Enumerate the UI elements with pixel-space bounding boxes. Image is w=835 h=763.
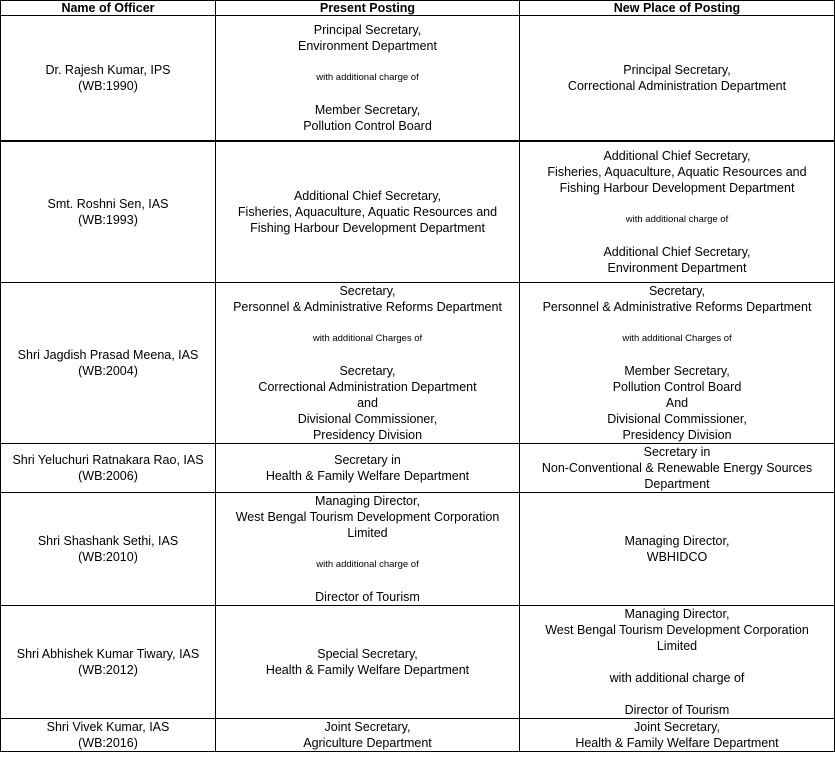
present-posting-cell [216,606,520,719]
posting-line: Additional Chief Secretary, [603,245,751,259]
officer-name: Dr. Rajesh Kumar, IPS [45,63,171,77]
posting-line: Joint Secretary, [634,720,720,734]
posting-line: Fishing Harbour Development Department [250,221,485,235]
officer-name: Smt. Roshni Sen, IAS [47,197,169,211]
posting-line: Limited [347,526,388,540]
posting-line: Health & Family Welfare Department [265,663,470,677]
posting-line: Department [644,477,710,491]
posting-line: Correctional Administration Department [567,79,787,93]
posting-line: Special Secretary, [317,647,418,661]
posting-line: Limited [656,639,698,653]
spacer [522,228,832,244]
posting-line: Environment Department [298,39,437,53]
posting-line: Joint Secretary, [324,720,411,734]
header-present-posting: Present Posting [216,1,520,16]
officer-name-cell [1,141,216,283]
posting-line: Additional Chief Secretary, [603,149,751,163]
header-name-of-officer: Name of Officer [1,1,216,16]
officer-name-cell [1,493,216,606]
posting-line: Agriculture Department [303,736,432,750]
posting-line: Secretary in [334,453,401,467]
header-new-place-of-posting: New Place of Posting [520,1,835,16]
header-row [1,1,835,16]
spacer [218,347,517,363]
officer-batch: (WB:2012) [78,663,138,677]
spacer [218,315,517,331]
present-posting-cell [216,444,520,493]
posting-line: Non-Conventional & Renewable Energy Sources [541,461,813,475]
officer-name-cell [1,16,216,142]
new-posting-cell [520,719,835,752]
spacer [522,347,832,363]
table-row [1,493,835,606]
posting-line: Secretary in [643,445,711,459]
posting-line: Environment Department [607,261,747,275]
posting-line: Managing Director, [315,494,420,508]
officer-name-cell [1,719,216,752]
officer-batch: (WB:2010) [78,550,138,564]
new-posting-cell [520,606,835,719]
table-row [1,719,835,752]
posting-line: Fisheries, Aquaculture, Aquatic Resources and [547,165,807,179]
posting-line: Health & Family Welfare Department [575,736,779,750]
new-posting-cell [520,141,835,283]
spacer [218,54,517,70]
posting-line: Managing Director, [624,534,730,548]
table-row [1,444,835,493]
spacer [522,654,832,670]
posting-line: Divisional Commissioner, [607,412,747,426]
present-posting-cell [216,16,520,142]
spacer [522,686,832,702]
posting-line: and [357,396,378,410]
additional-charge-note: with additional Charges of [312,333,423,344]
additional-charge-note: with additional Charges of [622,333,732,344]
posting-line: Correctional Administration Department [258,380,477,394]
new-posting-cell [520,16,835,142]
officer-name: Shri Vivek Kumar, IAS [46,720,170,734]
posting-line: Member Secretary, [624,364,730,378]
posting-line: Pollution Control Board [303,119,432,133]
officer-batch: (WB:2016) [78,736,138,750]
posting-line: West Bengal Tourism Development Corporation [545,623,809,637]
officer-name-cell [1,283,216,444]
additional-charge-note: with additional charge of [625,214,729,225]
posting-line: WBHIDCO [646,550,708,564]
table-row [1,141,835,283]
table-row [1,606,835,719]
spacer [522,196,832,212]
spacer [218,541,517,557]
posting-line: Divisional Commissioner, [297,412,438,426]
officer-name: Shri Yeluchuri Ratnakara Rao, IAS [12,453,204,467]
posting-line: Personnel & Administrative Reforms Department [233,300,502,314]
new-posting-cell [520,444,835,493]
posting-line: with additional charge of [609,671,745,685]
officer-name-cell [1,444,216,493]
present-posting-cell [216,283,520,444]
posting-line: Presidency Division [312,428,423,442]
officer-name-cell [1,606,216,719]
posting-line: Secretary, [339,284,396,298]
posting-line: Member Secretary, [314,103,421,117]
table-row [1,16,835,142]
additional-charge-note: with additional charge of [316,559,419,570]
posting-line: Personnel & Administrative Reforms Department [542,300,812,314]
posting-line: Fisheries, Aquaculture, Aquatic Resources and [237,205,498,219]
posting-line: Principal Secretary, [623,63,731,77]
officer-batch: (WB:1990) [78,79,138,93]
present-posting-cell [216,719,520,752]
spacer [218,86,517,102]
officer-batch: (WB:1993) [78,213,138,227]
posting-line: Pollution Control Board [612,380,742,394]
posting-line: Health & Family Welfare Department [265,469,470,483]
present-posting-cell [216,493,520,606]
spacer [218,573,517,589]
present-posting-cell [216,141,520,283]
posting-line: West Bengal Tourism Development Corporation [235,510,500,524]
posting-line: Fishing Harbour Development Department [559,181,795,195]
posting-line: Director of Tourism [624,703,730,717]
officer-name: Shri Abhishek Kumar Tiwary, IAS [16,647,200,661]
posting-line: Principal Secretary, [313,23,422,37]
posting-line: Secretary, [339,364,396,378]
posting-line: Secretary, [648,284,706,298]
posting-line: Director of Tourism [315,590,420,604]
spacer [522,315,832,331]
officer-batch: (WB:2006) [78,469,138,483]
new-posting-cell [520,283,835,444]
posting-line: And [665,396,689,410]
officer-name: Shri Jagdish Prasad Meena, IAS [17,348,199,362]
posting-line: Additional Chief Secretary, [293,189,442,203]
new-posting-cell [520,493,835,606]
table-row [1,283,835,444]
officer-batch: (WB:2004) [78,364,138,378]
officer-name: Shri Shashank Sethi, IAS [37,534,179,548]
posting-line: Presidency Division [622,428,732,442]
additional-charge-note: with additional charge of [316,72,419,83]
posting-line: Managing Director, [624,607,730,621]
